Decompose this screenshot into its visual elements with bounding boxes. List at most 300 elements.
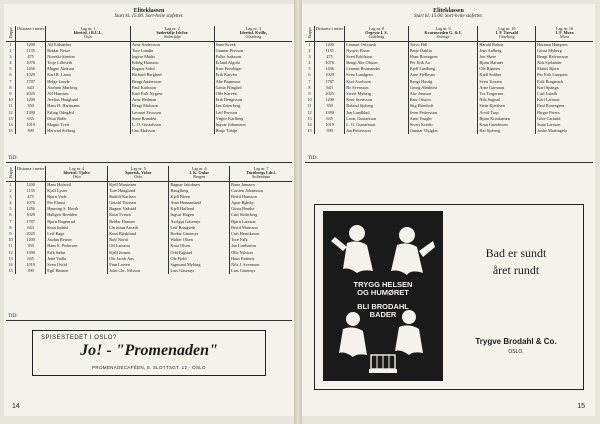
distance-cell: 1200 xyxy=(315,97,345,103)
promenaden-ad xyxy=(32,330,266,376)
runner-cell: Bertil Hansson xyxy=(231,193,257,199)
runner-cell: Ole Bjørnes xyxy=(478,66,536,72)
distance-cell: 1076 xyxy=(16,60,46,66)
runner-cell: Jan Lundblad xyxy=(345,110,409,116)
runner-cell: Karl Larsson xyxy=(537,97,560,103)
stage-header: Etappe xyxy=(6,166,16,181)
distance-cell: 475 xyxy=(16,194,46,200)
runner-cell: Kjell Lyster xyxy=(46,188,108,194)
runner-cell: Sven Eskilsson xyxy=(345,54,409,60)
table-row xyxy=(305,41,593,48)
time-label: TID: xyxy=(308,156,318,161)
distance-cell: 350 xyxy=(16,243,46,249)
time-label: TID: xyxy=(8,156,18,161)
runner-cell: Hans H. Hartmann xyxy=(46,103,131,109)
runner-cell: Kjell Martinsen xyxy=(108,181,169,188)
stage-cell: 5 xyxy=(6,66,16,72)
runner-cell: L. O. Gustafsson xyxy=(130,122,214,128)
stage-cell: 9 xyxy=(305,91,315,97)
time-label: TID: xyxy=(8,314,18,319)
brodahl-ad xyxy=(314,204,584,390)
distance-cell: 1456 xyxy=(16,206,46,212)
runner-cell: Axelsen Mørkvig xyxy=(46,85,131,91)
stage-cell: 2 xyxy=(6,188,16,194)
runner-cell: Bjørn Kristiansen xyxy=(478,116,536,122)
section-subtitle: Start kl. 15.00. Sort-hvite stafetter. xyxy=(114,14,184,19)
distance-cell: 1029 xyxy=(16,213,46,219)
heat-table-right-body xyxy=(305,41,593,134)
distance-cell: 1456 xyxy=(315,66,345,72)
distance-cell: 390 xyxy=(315,128,345,134)
runner-cell: Ingvar Hagen xyxy=(169,213,230,219)
distance-header: Distanse i meter xyxy=(315,26,345,41)
distance-cell: 1029 xyxy=(315,73,345,79)
stage-cell: 15 xyxy=(6,128,16,134)
distance-cell: 2025 xyxy=(16,91,46,97)
runner-cell: Sune Brandén xyxy=(130,116,214,122)
left-page xyxy=(4,4,294,416)
runner-cell: Bengt Ake Olsson xyxy=(345,60,409,66)
runner-cell: Sven Pettersson xyxy=(408,110,478,116)
runner-cell: Tor Torgersen xyxy=(478,91,536,97)
runner-cell: Rune Jansson xyxy=(231,181,255,187)
runner-cell: John Chr. Nilsson xyxy=(108,268,169,274)
distance-cell: 1787 xyxy=(16,79,46,85)
runner-cell: Terje Lilleseth xyxy=(46,60,131,66)
runner-cell: Noreski-Stretter xyxy=(46,54,131,60)
stage-cell: 14 xyxy=(305,122,315,128)
distance-cell: 1200 xyxy=(16,237,46,243)
team-header: Lag nr. 2 Sødertälje Idr.for. Södertälje xyxy=(130,26,214,41)
distance-cell: 1200 xyxy=(315,41,345,48)
distance-cell: 1019 xyxy=(16,122,46,128)
runner-cell: Ingvar Johansson xyxy=(215,122,246,127)
runner-cell: Leon. Gustafsson xyxy=(345,116,409,122)
runner-cell: Paul Rosengren xyxy=(537,103,565,109)
runner-cell: Kent Svensson xyxy=(345,97,409,103)
company-name: Trygve Brodahl & Co. xyxy=(475,337,557,346)
distance-cell: 1135 xyxy=(16,188,46,194)
section-title: Eliteklassen xyxy=(133,8,165,14)
runner-cell: Alf Hanssen xyxy=(46,91,131,97)
runner-cell: Rodne Gäsemyr xyxy=(169,231,230,237)
runner-cell: Hans Rossegren xyxy=(408,54,478,60)
team-header: Lag nr. 7 Turnbergs I.dr.l. Sollentuna xyxy=(230,166,292,181)
runner-cell: Knut Tveten xyxy=(108,213,169,219)
distance-cell: 1456 xyxy=(16,66,46,72)
runner-cell: Karl-Erik Nygren xyxy=(130,91,214,97)
runner-cell: Rudolf Karlsen xyxy=(108,194,169,200)
runner-cell: Gösta Benthe xyxy=(231,206,255,212)
runner-cell: Hallgeir Bredden xyxy=(46,213,108,219)
runner-cell: Ragnar Jakobsen xyxy=(169,181,230,188)
runner-cell: Hans Hofstvil xyxy=(46,181,108,188)
runner-cell: Roland Sjoberg xyxy=(345,103,409,109)
distance-cell: 635 xyxy=(315,116,345,122)
runner-cell: Uno Ekdsson xyxy=(130,128,214,134)
runner-cell: Bertil Mattsson xyxy=(231,224,258,230)
ad-address: PROMENADECAFÉEN, 6. SLOTTSGT. 12 - OSLO xyxy=(92,365,206,370)
distance-cell: 635 xyxy=(16,256,46,262)
runner-cell: Karl Spanga xyxy=(537,84,559,90)
distance-cell: 475 xyxy=(315,54,345,60)
team-header: Lag nr. 16 I. F. Mora Mora xyxy=(536,26,593,41)
stage-cell: 10 xyxy=(6,237,16,243)
section-title: Eliteklassen xyxy=(433,8,464,14)
distance-cell: 643 xyxy=(16,85,46,91)
right-page xyxy=(302,4,595,416)
runner-cell: Karl R. Lamo xyxy=(46,73,131,79)
distance-cell: 1787 xyxy=(315,79,345,85)
runner-cell: Alf Eidsæther xyxy=(46,41,131,48)
runner-cell: Sune Larsson xyxy=(537,122,561,127)
runner-cell: Leif Persson xyxy=(215,109,238,115)
poster-slogan-top: TRYGG HELSEN OG HUMØRET xyxy=(353,280,413,297)
runner-cell: Nils Sjölander xyxy=(537,60,562,66)
runner-cell: Erland Algoht xyxy=(215,60,240,66)
runner-cell: Jens Aalberg xyxy=(478,48,536,54)
runner-cell: Erik Kärvén xyxy=(215,72,237,78)
runner-cell: Arvid Torp xyxy=(478,110,536,116)
runner-cell: L. O. Gustafsson xyxy=(345,122,409,128)
runner-cell: Magne Alnkton xyxy=(46,66,131,72)
distance-cell: 390 xyxy=(16,268,46,274)
runner-cell: Agne Bjånby xyxy=(231,200,254,206)
runner-cell: Bengt Halvarsson xyxy=(537,53,568,59)
runner-cell: Sven Torsten xyxy=(478,79,536,85)
stage-cell: 9 xyxy=(6,91,16,97)
divider xyxy=(6,162,292,163)
distance-cell: 1029 xyxy=(16,73,46,79)
runner-cell: Gösta Myberg xyxy=(537,47,562,53)
runner-cell: Bengt Hastig xyxy=(408,79,478,85)
company-city: OSLO. xyxy=(508,349,524,355)
bath-slogan: Bad er sundt året rundt xyxy=(485,246,547,277)
stage-cell: 14 xyxy=(6,262,16,268)
distance-cell: 1135 xyxy=(315,48,345,54)
runner-cell: Gösta Wingård xyxy=(215,84,242,90)
stage-cell: 5 xyxy=(6,206,16,212)
runner-cell: Jan Zetterberg xyxy=(215,103,241,109)
runner-cell: Mattis Björn xyxy=(537,66,559,72)
stage-cell: 4 xyxy=(6,200,16,206)
runner-cell: Gunnar Thjiglas xyxy=(408,128,478,134)
runner-cell: Sivert Kreeki xyxy=(408,122,478,128)
stage-cell: 7 xyxy=(305,79,315,85)
runner-cell: Sven Lundgren xyxy=(345,73,409,79)
runner-cell: Herwad Solberg xyxy=(46,128,131,134)
runner-cell: Arne Fjellman xyxy=(408,73,478,79)
runner-cell: Per Erik Aa xyxy=(408,60,478,66)
left-section-header xyxy=(4,8,294,19)
stage-cell: 8 xyxy=(305,85,315,91)
poster-slogan-bottom: BLI BRODAHL BADER xyxy=(357,302,409,319)
runner-cell: Yngve Karlberg xyxy=(215,115,244,121)
runner-cell: Sivert Myberg xyxy=(345,91,409,97)
runner-cell: Leif Rage xyxy=(46,231,108,237)
team-header: Lag nr. 4 Idrettsl. Tjalve Oslo xyxy=(46,166,108,181)
team-header: Lag nr. 9 Kvarnsveden G. & I. Sverige xyxy=(408,26,478,41)
distance-cell: 643 xyxy=(315,85,345,91)
table-row xyxy=(6,181,292,188)
runner-cell: Leonart Ericsson xyxy=(130,110,214,116)
runner-cell: Göte Carlund xyxy=(537,115,561,121)
runner-cell: Richard Berglind xyxy=(130,73,214,79)
distance-cell: 1200 xyxy=(16,181,46,188)
runner-cell: Knut Olsen xyxy=(169,243,230,249)
runner-cell: Bror Olsson xyxy=(408,97,478,103)
runner-cell: Birger Peters xyxy=(537,109,560,115)
distance-cell: 1019 xyxy=(16,262,46,268)
ad-brand: Jo! - "Promenaden" xyxy=(80,342,218,359)
table-row xyxy=(305,128,593,134)
stage-cell: 2 xyxy=(305,48,315,54)
stage-cell: 3 xyxy=(305,54,315,60)
page-gutter xyxy=(294,0,302,424)
stage-cell: 6 xyxy=(6,73,16,79)
runner-cell: Josho Martingelo xyxy=(537,128,568,134)
runner-cell: Arelius Hauglund xyxy=(46,97,131,103)
stage-cell: 1 xyxy=(6,181,16,188)
runner-cell: Stig Ekenholt xyxy=(408,103,478,109)
runner-cell: Arne Andersson xyxy=(130,41,214,48)
runner-cell: Tore Lundin xyxy=(130,48,214,54)
stage-cell: 15 xyxy=(305,128,315,134)
runner-cell: Folke Isaksson xyxy=(215,53,242,59)
distance-cell: 643 xyxy=(16,225,46,231)
runner-cell: Reidar Hansen xyxy=(108,219,169,225)
runner-cell: Olle Kärvén xyxy=(215,91,237,97)
heat-table-top-body xyxy=(6,41,292,134)
runner-cell: Bjørn Vade xyxy=(46,194,108,200)
distance-cell: 1787 xyxy=(16,219,46,225)
right-section-header xyxy=(302,8,595,19)
stage-cell: 6 xyxy=(305,73,315,79)
runner-cell: Reidar Nesse xyxy=(46,48,131,54)
runner-cell: Per Erik Lumpers xyxy=(537,72,568,78)
runner-cell: Kurt Axelsson xyxy=(345,79,409,85)
table-row xyxy=(6,41,292,48)
distance-cell: 1200 xyxy=(16,41,46,48)
distance-cell: 350 xyxy=(16,103,46,109)
runner-cell: Bengt Ekdsson xyxy=(130,103,214,109)
runner-cell: Ragnar Solid xyxy=(130,66,214,72)
runner-cell: Arne Hennanland xyxy=(169,200,230,206)
runner-cell: Ragnar Vadstad xyxy=(108,206,169,212)
stage-cell: 11 xyxy=(6,103,16,109)
table-row xyxy=(6,128,292,134)
stage-cell: 9 xyxy=(6,231,16,237)
distance-cell: 635 xyxy=(16,116,46,122)
stage-header: Etappe xyxy=(6,26,16,41)
runner-cell: Toivo Hill xyxy=(408,41,478,48)
runner-cell: Bengt Andersson xyxy=(130,79,214,85)
runner-cell: Erik Borgmark xyxy=(537,78,563,84)
runner-cell: Carl Lundh xyxy=(537,91,557,97)
team-header: Lag nr. 8 Orgryte I. S. Göteborg xyxy=(345,26,409,41)
team-header: Lag nr. 6 I. K. Gular Bergen xyxy=(169,166,230,181)
runner-cell: Arne Garmaas xyxy=(478,85,536,91)
runner-cell: Jone Vadla xyxy=(46,256,108,262)
runner-cell: Hauglberg xyxy=(169,188,230,194)
runner-cell: Leif Bringseth xyxy=(169,225,230,231)
runner-cell: Hans Roberts xyxy=(231,255,255,261)
runner-cell: Tore Falk xyxy=(231,237,248,243)
stage-cell: 3 xyxy=(6,54,16,60)
runner-cell: Kjell Jensen xyxy=(108,250,169,256)
runner-cell: Ake Brannson xyxy=(215,78,241,84)
runner-cell: Bjørn Rognerud xyxy=(46,219,108,225)
runner-cell: Rolf Nordi xyxy=(108,237,169,243)
stage-cell: 14 xyxy=(6,122,16,128)
distance-header: Distanse i meter xyxy=(16,26,46,41)
runner-cell: Berje Dahlin xyxy=(408,48,478,54)
distance-cell: 2025 xyxy=(16,231,46,237)
runner-cell: Knut Indahl xyxy=(46,225,108,231)
distance-cell: 1390 xyxy=(16,110,46,116)
ad-question: SPISESTEDET I OSLO? xyxy=(41,335,117,341)
runner-cell: Erling Hansson xyxy=(130,60,214,66)
runner-cell: Georg Almkvist xyxy=(408,85,478,91)
runner-cell: Christian Anseth xyxy=(108,225,169,231)
brodahl-logo-icon xyxy=(368,351,398,375)
runner-cell: Curt Söderberg xyxy=(231,212,258,218)
stage-cell: 13 xyxy=(305,116,315,122)
runner-cell: Knut Gundersen xyxy=(478,122,536,128)
bath-poster xyxy=(323,211,443,381)
runner-cell: Finn Larsen xyxy=(108,262,169,268)
runner-cell: Carsten Johansson xyxy=(231,187,263,193)
runner-cell: Erik Bengtsson xyxy=(215,97,243,103)
runner-cell: Nils J. Svensson xyxy=(231,262,260,267)
runner-cell: Erik Sæbø xyxy=(46,250,108,256)
runner-cell: Jan Lindström xyxy=(231,243,256,249)
distance-cell: 1019 xyxy=(315,122,345,128)
stage-cell: 11 xyxy=(6,243,16,249)
stage-cell: 8 xyxy=(6,225,16,231)
runner-cell: Lennart Bromander xyxy=(345,66,409,72)
runner-cell: Henning S. Hovik xyxy=(46,206,108,212)
runner-cell: Sune Kreek xyxy=(215,41,236,47)
runner-cell: Bo Svensson xyxy=(345,85,409,91)
runner-cell: Walter Olsen xyxy=(169,237,230,243)
distance-header: Distanse i meter xyxy=(16,166,46,181)
stage-cell: 12 xyxy=(305,110,315,116)
runner-cell: Lars Gäsemyr xyxy=(169,268,230,274)
stage-cell: 7 xyxy=(6,79,16,85)
runner-cell: Gunnar Persson xyxy=(215,47,243,53)
stage-cell: 2 xyxy=(6,48,16,54)
stage-cell: 1 xyxy=(305,41,315,48)
runner-cell: Harald Rohne xyxy=(478,41,536,48)
stage-cell: 4 xyxy=(305,60,315,66)
stage-cell: 13 xyxy=(6,116,16,122)
stage-cell: 10 xyxy=(305,97,315,103)
runner-cell: Audun Reuser xyxy=(46,237,108,243)
section-subtitle: Start kl. 15.00. Sort-hvite stafetter. xyxy=(414,14,483,19)
runner-cell: Ottar Ridle xyxy=(46,116,131,122)
stage-cell: 12 xyxy=(6,110,16,116)
stage-cell: 15 xyxy=(6,268,16,274)
runner-cell: Magne Tveit xyxy=(46,122,131,128)
stage-cell: 4 xyxy=(6,60,16,66)
runner-cell: Kjell Bleen xyxy=(169,194,230,200)
stage-cell: 7 xyxy=(6,219,16,225)
team-header: Lag nr. 3 Idrettsl. Kville, Göteborg xyxy=(214,26,292,41)
stage-cell: 6 xyxy=(6,213,16,219)
stage-cell: 10 xyxy=(6,97,16,103)
runner-cell: Jan Pettersson xyxy=(345,128,409,134)
distance-cell: 1390 xyxy=(315,110,345,116)
stage-cell: 11 xyxy=(305,103,315,109)
distance-cell: 350 xyxy=(315,103,345,109)
distance-cell: 1076 xyxy=(315,60,345,66)
runner-cell: Hans E. Pedersen xyxy=(46,243,108,249)
distance-cell: 1390 xyxy=(16,250,46,256)
runner-cell: Curt Henriksson xyxy=(231,231,260,237)
distance-cell: 1135 xyxy=(16,48,46,54)
runner-cell: Erling Odegård xyxy=(46,110,131,116)
table-row xyxy=(6,268,292,274)
distance-cell: 2025 xyxy=(315,91,345,97)
stage-cell: 8 xyxy=(6,85,16,91)
runner-cell: Paul Karlsson xyxy=(130,85,214,91)
distance-cell: 1200 xyxy=(16,97,46,103)
stage-cell: 1 xyxy=(6,41,16,48)
runner-cell: Nils Sagrud xyxy=(478,97,536,103)
runner-cell: Gerald Thorsen xyxy=(108,200,169,206)
runner-cell: Bjørn Harnær xyxy=(478,60,536,66)
runner-cell: Stein Kjetilsen xyxy=(478,103,536,109)
runner-cell: Knut Bjerklund xyxy=(108,231,169,237)
runner-cell: Helge Lunde xyxy=(46,79,131,85)
runner-cell: Ole Jacob Aas xyxy=(108,256,169,262)
heat-table-bottom-body xyxy=(6,181,292,274)
runner-cell: Kai Sjoberg xyxy=(478,128,536,134)
runner-cell: Olf Larsson xyxy=(108,243,169,249)
runner-cell: Lars Gäsemyr xyxy=(231,268,256,274)
runner-cell: Lennart Ostvassk xyxy=(345,41,409,48)
page-number: 14 xyxy=(12,403,20,410)
runner-cell: Herman Hampers xyxy=(537,41,568,47)
runner-cell: Sven Ovrid xyxy=(46,262,108,268)
team-header: Lag nr. 5 Sportsk. Vidar Oslo xyxy=(108,166,169,181)
runner-cell: Arne Hedman xyxy=(130,97,214,103)
runner-cell: Kurt Persdöger xyxy=(215,66,242,72)
runner-cell: Bjørn Larsson xyxy=(231,218,256,224)
runner-cell: Ingvar Marks xyxy=(130,54,214,60)
runner-cell: Ole Fjeld xyxy=(169,256,230,262)
runner-cell: Borje Tobijn xyxy=(215,128,238,134)
runner-cell: Per Ehrnst xyxy=(46,200,108,206)
runner-cell: Kjell Soliher xyxy=(478,73,536,79)
runner-cell: Asolgut Gäsemyr xyxy=(169,219,230,225)
distance-cell: 1076 xyxy=(16,200,46,206)
heat-table-top xyxy=(6,26,292,134)
heat-table-bottom xyxy=(6,166,292,274)
heat-table-right xyxy=(305,26,593,134)
runner-cell: Arne Vought xyxy=(408,116,478,122)
stage-cell: 5 xyxy=(305,66,315,72)
runner-cell: Kjell Lindberg xyxy=(408,66,478,72)
runner-cell: Odd Fagstad xyxy=(169,250,230,256)
distance-cell: 475 xyxy=(16,54,46,60)
runner-cell: Jon Skeie xyxy=(478,54,536,60)
stage-cell: 12 xyxy=(6,250,16,256)
runner-cell: Sigmund Myking xyxy=(169,262,230,268)
runner-cell: Nyqvis Elson xyxy=(345,48,409,54)
divider xyxy=(305,162,593,163)
